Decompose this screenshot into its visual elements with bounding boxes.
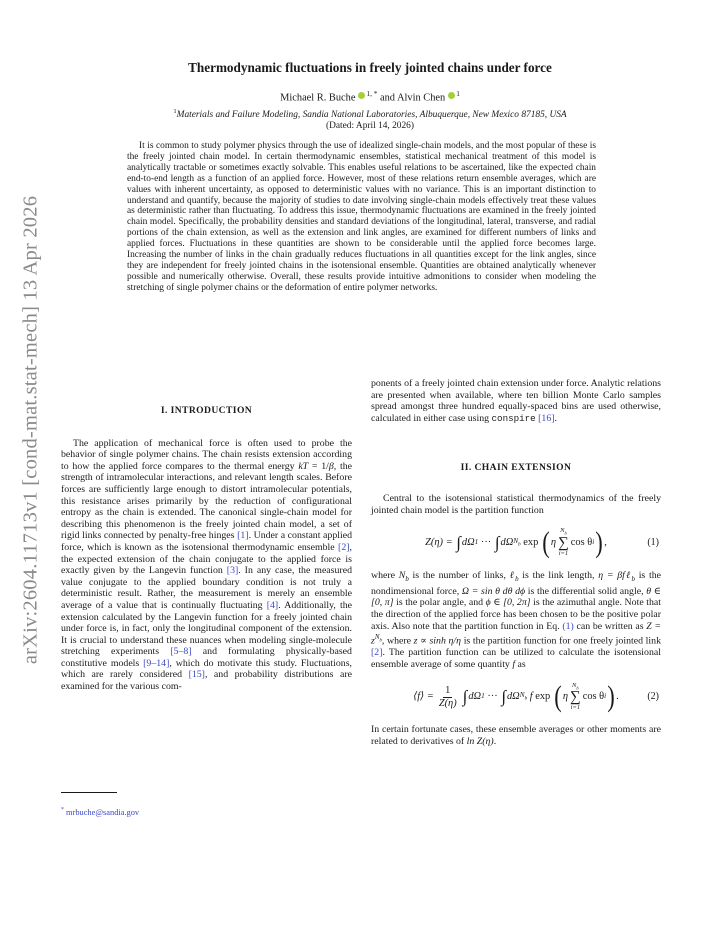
orcid-icon[interactable]: [358, 92, 365, 99]
summation: $N_b$ ∑ i=1: [558, 527, 569, 558]
arxiv-stamp: [8, 195, 54, 665]
partition-intro-paragraph: Central to the isotensional statistical thermodynamics of the freely jointed chain model is the partition function: [371, 492, 661, 516]
abstract: It is common to study polymer physics through the use of idealized single-chain models, and the most popular of these is the freely jointed chain model. In certain thermodynamic ensembles, statistical mechanical treatment of this model is analytically tractable or sometimes exactly solvable. This enables useful relations to be ascertained, like the expected chain end-to-end length as a function of an applied force. However, most of these relations return ensemble averages, which are values with inherent uncertainty, as opposed to deterministic values with no variance. This is an important distinction to understand and quantify, because the majority of studies to date involving single-chain models effectively treat these values as deterministic rather than fluctuating. To address this issue, thermodynamic fluctuations are examined in the freely jointed chain model. Specifically, the probability densities and standard deviations of the longitudinal, lateral, transverse, and radial portions of the chain extension, as well as the extension and link angles, are examined for different numbers of links and applied forces. Fluctuations in these quantities are shown to be considerable until the applied force becomes large. Increasing the number of links in the chain gradually reduces fluctuations in all quantities except for the link angles, since they are independent for freely jointed chains in the isotensional ensemble. Quantities are obtained analytically whenever possible and numerically otherwise. Overall, these results provide intuitive admonitions to consider when modeling the stretching of single polymer chains or the deformation of entire polymer networks.: [127, 141, 596, 293]
footnote: [61, 807, 139, 817]
equation-1: Z(η) = ∫ dΩ 1 ··· ∫ dΩ $N_b$ exp ( η $N_b$ ∑ i=1 cos θ i ) , (1): [425, 526, 659, 560]
integral-sign: ∫: [462, 687, 468, 707]
integral-sign: ∫: [494, 533, 500, 553]
intro-continuation: ponents of a freely jointed chain extension under force. Analytic relations are presented when available, where ten billion Monte Carlo samples spread amongst three hundred equally-spaced bins are used otherwise, calculated in either case using conspire [16].: [371, 378, 661, 424]
citation-link[interactable]: [16]: [538, 412, 555, 424]
author-chen-affil: 1: [456, 90, 460, 98]
equation-number: (1): [647, 537, 659, 549]
summation: $N_b$ ∑ i=1: [570, 681, 581, 712]
definitions-paragraph: where $N_b$ is the number of links, ℓ$_b$ is the link length, η = βfℓ$_b$ is the nondimensional force, Ω = sin θ dθ dϕ is the differential solid angle, θ ∈ [0, π] is the polar angle, and ϕ ∈ [0, 2π] is the azimuthal angle. Note that the direction of the applied force has been chosen to be the positive polar axis. Also note that the partition function in Eq. (1) can be written as $Z = z^{N_b}$, where z ∝ sinh η/η is the partition function for one freely jointed link [2]. The partition function can be utilized to calculate the isotensional ensemble average of some quantity f as: [371, 570, 662, 670]
equation-2: ⟨f⟩ = $\frac{1}{Z(\eta)}$ ∫ dΩ 1 ··· ∫ dΩ $N_b$ f exp ( η $N_b$ ∑ i=1 cos θ i ) . (2): [413, 680, 659, 714]
citation-link[interactable]: [3]: [226, 565, 239, 577]
integral-sign: ∫: [501, 687, 506, 707]
citation-link[interactable]: [2]: [338, 541, 350, 553]
software-name: conspire: [491, 412, 536, 424]
section-heading-introduction: I. INTRODUCTION: [160, 405, 253, 416]
citation-link[interactable]: [4]: [266, 599, 279, 611]
arxiv-stamp-text: arXiv:2604.11713v1 [cond-mat.stat-mech] 13 Apr 2026: [19, 195, 42, 665]
equation-number: (2): [647, 691, 659, 703]
affiliation-mark: 1: [173, 108, 177, 115]
intro-paragraph: The application of mechanical force is often used to probe the behavior of single polymer chains. The chain resists extension according to how the applied force compares to the thermal energy kT = 1/β, the strength of intramolecular interactions, and relevant length scales. Before forces are sufficiently large enough to distort intramolecular potentials, this resistance arises primarily by the reduction of configurational entropy as the chain is extended. The canonical single-chain model for describing this phenomenon is the freely jointed chain model, a set of rigid links connected by penalty-free hinges [1]. Under a constant applied force, which is known as the isotensional thermodynamic ensemble [2], the expected extension of the chain conjugate to the applied force is exactly given by the Langevin function [3]. In any case, the measured value conjugate to the applied boundary condition is not truly a deterministic result. Rather, the measurement is merely an ensemble average of a value that is continually fluctuating [4]. Additionally, the extension calculated by the Langevin function for a freely jointed chain under force is, in fact, only the longitudinal component of the extension. It is crucial to understand these nuances when modeling single-molecule stretching experiments [5–8] and formulating physically-based constitutive models [9–14], which do motivate this study. Fluctuations, which are rarely considered [15], and probability distributions are examined for the various com-: [61, 437, 353, 693]
author-conjunction: and: [379, 92, 395, 104]
left-column: [61, 405, 352, 693]
citation-link[interactable]: [9–14]: [143, 657, 170, 669]
footnote-rule: [61, 792, 117, 793]
right-column: [371, 378, 661, 747]
author-chen: Alvin Chen: [397, 92, 446, 104]
integral-sign: ∫: [456, 533, 461, 553]
affiliation: [90, 108, 650, 120]
author-line: [90, 90, 650, 103]
orcid-icon[interactable]: [448, 92, 455, 99]
fraction: $\frac{1}{Z(\eta)}$: [438, 684, 457, 709]
citation-link[interactable]: [5–8]: [170, 646, 192, 658]
footnote-mark: *: [61, 807, 64, 813]
section-heading-chain-extension: II. CHAIN EXTENSION: [460, 462, 572, 474]
author-email-link[interactable]: mrbuche@sandia.gov: [66, 807, 140, 817]
citation-link[interactable]: [15]: [188, 669, 205, 681]
citation-link[interactable]: [2]: [371, 647, 383, 659]
equation-ref-link[interactable]: (1): [562, 620, 574, 632]
date-line: (Dated: April 14, 2026): [325, 121, 414, 131]
author-buche-affil: 1, *: [366, 90, 378, 98]
moments-paragraph: In certain fortunate cases, these ensemble averages or other moments are related to derivatives of ln Z(η).: [371, 724, 661, 747]
paper-title: Thermodynamic fluctuations in freely jointed chains under force: [188, 60, 552, 75]
affiliation-text: Materials and Failure Modeling, Sandia National Laboratories, Albuquerque, New Mexico 87185, USA: [176, 110, 567, 121]
author-buche: Michael R. Buche: [280, 92, 356, 104]
citation-link[interactable]: [1]: [237, 530, 249, 542]
